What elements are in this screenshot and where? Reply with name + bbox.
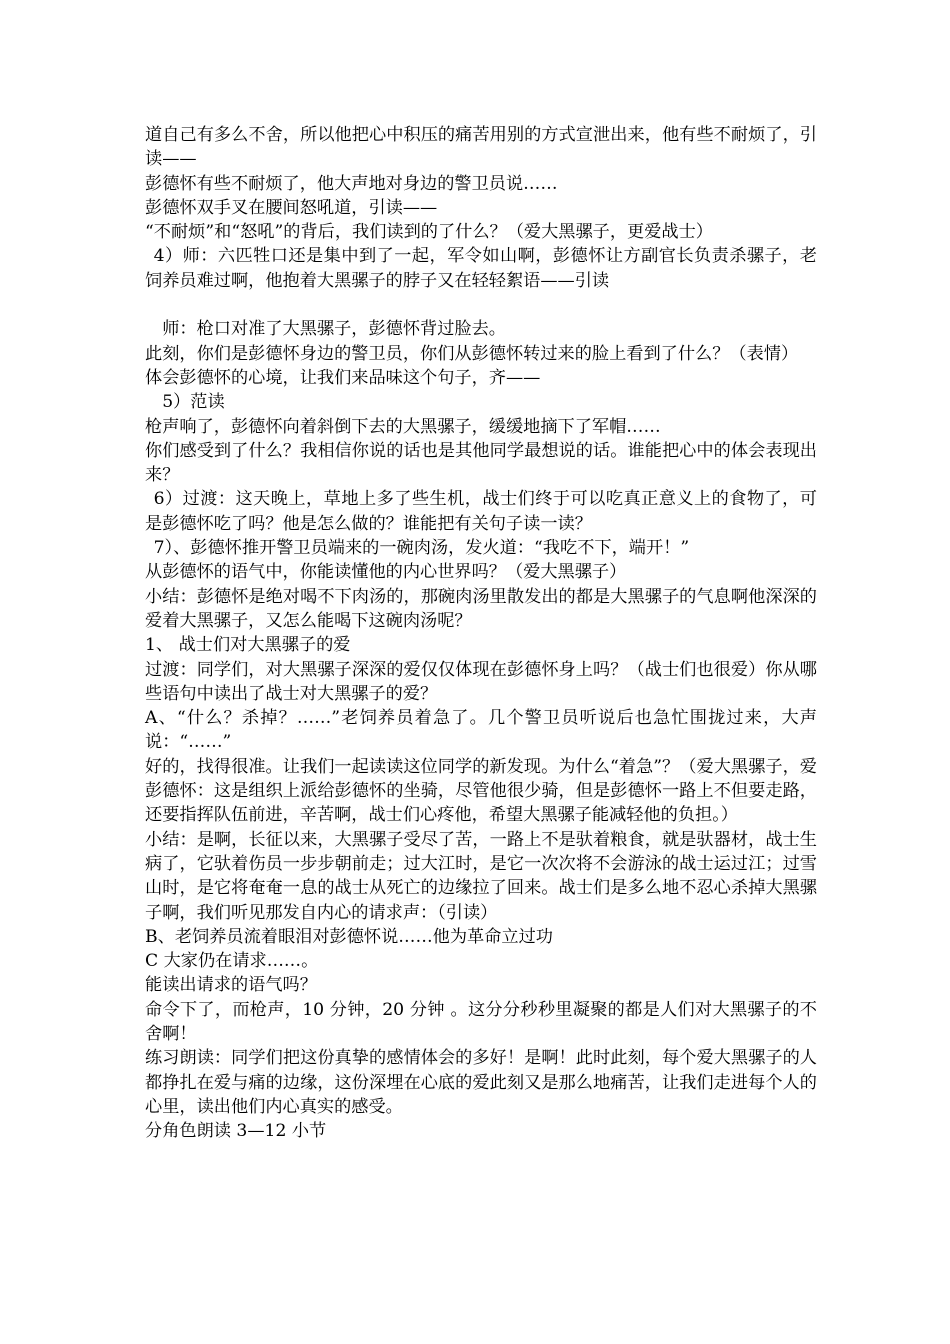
paragraph: 过渡：同学们，对大黑骡子深深的爱仅仅体现在彭德怀身上吗？（战士们也很爱）你从哪些语句中读出了战士对大黑骡子的爱？: [145, 659, 817, 704]
paragraph: 分角色朗读 3—12 小节: [145, 1121, 327, 1142]
paragraph: “不耐烦”和“怒吼”的背后，我们读到的了什么？（爱大黑骡子，更爱战士）: [145, 222, 713, 243]
paragraph: 从彭德怀的语气中，你能读懂他的内心世界吗？（爱大黑骡子）: [145, 562, 627, 583]
paragraph: 彭德怀双手叉在腰间怒吼道，引读——: [145, 197, 438, 218]
paragraph: 能读出请求的语气吗？: [145, 975, 317, 996]
paragraph: 练习朗读：同学们把这份真挚的感情体会的多好！是啊！此时此刻，每个爱大黑骡子的人都挣扎在爱与痛的边缘，这份深埋在心底的爱此刻又是那么地痛苦，让我们走进每个人的心里，读出他们内心真实的感受。: [145, 1048, 817, 1117]
paragraph: 道自己有多么不舍，所以他把心中积压的痛苦用别的方式宣泄出来，他有些不耐烦了，引读——: [145, 125, 817, 170]
paragraph: 体会彭德怀的心境，让我们来品味这个句子，齐——: [145, 367, 541, 388]
paragraph: 此刻，你们是彭德怀身边的警卫员，你们从彭德怀转过来的脸上看到了什么？（表情）: [145, 343, 799, 364]
paragraph: 4）师：六匹牲口还是集中到了一起，军令如山啊，彭德怀让方副官长负责杀骡子，老饲养员难过啊，他抱着大黑骡子的脖子又在轻轻絮语——引读: [145, 246, 817, 291]
paragraph: B、老饲养员流着眼泪对彭德怀说……他为革命立过功: [145, 926, 553, 947]
paragraph: 枪声响了，彭德怀向着斜倒下去的大黑骡子，缓缓地摘下了军帽……: [145, 416, 661, 437]
paragraph: 小结：彭德怀是绝对喝不下肉汤的，那碗肉汤里散发出的都是大黑骡子的气息啊他深深的爱着大黑骡子，又怎么能喝下这碗肉汤呢？: [145, 586, 817, 631]
paragraph: A、“什么？杀掉？……”老饲养员着急了。几个警卫员听说后也急忙围拢过来，大声说：“……”: [145, 708, 817, 753]
paragraph: C 大家仍在请求……。: [145, 951, 319, 972]
paragraph: 命令下了，而枪声，10 分钟，20 分钟 。这分分秒秒里凝聚的都是人们对大黑骡子的不舍啊！: [145, 999, 817, 1044]
blank-line: [145, 293, 817, 317]
section-heading: 1、 战士们对大黑骡子的爱: [145, 635, 351, 656]
paragraph: 你们感受到了什么？我相信你说的话也是其他同学最想说的话。谁能把心中的体会表现出来？: [145, 440, 817, 486]
paragraph: 彭德怀有些不耐烦了，他大声地对身边的警卫员说……: [145, 173, 558, 194]
paragraph: 7）、彭德怀推开警卫员端来的一碗肉汤，发火道：“我吃不下，端开！”: [153, 538, 690, 559]
paragraph: 6）过渡：这天晚上，草地上多了些生机，战士们终于可以吃真正意义上的食物了，可是彭德怀吃了吗？他是怎么做的？谁能把有关句子读一读？: [145, 489, 817, 534]
paragraph: 5）范读: [162, 392, 225, 413]
document-body: [145, 123, 817, 1143]
paragraph: 小结：是啊，长征以来，大黑骡子受尽了苦，一路上不是驮着粮食，就是驮器材，战士生病了，它驮着伤员一步步朝前走；过大江时，是它一次次将不会游泳的战士运过江；过雪山时，是它将奄奄一息的战士从死亡的边缘拉了回来。战士们是多么地不忍心杀掉大黑骡子啊，我们听见那发自内心的请求声：（引读）: [145, 829, 817, 923]
paragraph: 好的，找得很准。让我们一起读读这位同学的新发现。为什么“着急”？（爱大黑骡子，爱彭德怀：这是组织上派给彭德怀的坐骑，尽管他很少骑，但是彭德怀一路上不但要走路，还要指挥队伍前进，辛苦啊，战士们心疼他，希望大黑骡子能减轻他的负担。）: [145, 756, 817, 826]
paragraph: 师：枪口对准了大黑骡子，彭德怀背过脸去。: [162, 319, 506, 340]
